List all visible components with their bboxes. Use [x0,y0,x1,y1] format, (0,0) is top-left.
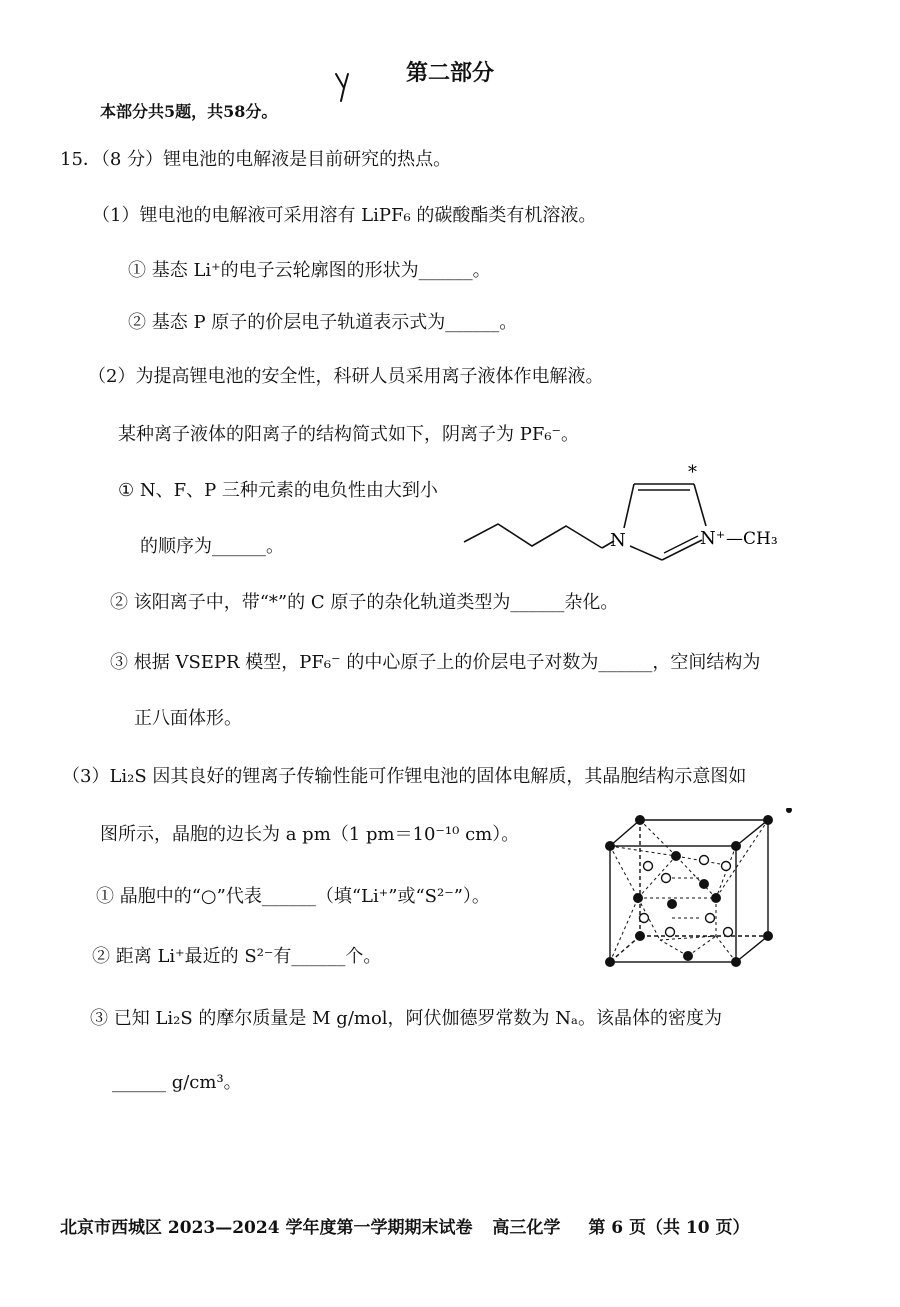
footer-subject: 高三化学 [492,1218,561,1238]
nitrogen-label: N [610,530,626,551]
hollow-atom [644,862,653,871]
filled-atom [671,851,681,861]
hollow-atom [666,928,675,937]
filled-atom [731,841,741,851]
filled-atom [683,951,693,961]
hollow-atom [724,928,733,937]
part-2-desc: 某种离子液体的阳离子的结构简式如下，阴离子为 PF₆⁻。 [118,424,580,445]
part-1-sub-1: ① 基态 Li⁺的电子云轮廓图的形状为______。 [128,260,491,281]
methyl-label: —CH₃ [726,529,778,549]
footer-page-number: 第 6 页（共 10 页） [588,1218,750,1238]
filled-atom [605,841,615,851]
part-3-stem: （3）Li₂S 因其良好的锂离子传输性能可作锂电池的固体电解质，其晶胞结构示意图如 [62,766,747,787]
hollow-atom [640,914,649,923]
part-3-stem-2: 图所示，晶胞的边长为 a pm（1 pm＝10⁻¹⁰ cm）。 [100,824,520,845]
part-3-sub-1: ① 晶胞中的“○”代表______（填“Li⁺”或“S²⁻”）。 [96,886,490,907]
filled-atom [699,879,709,889]
part-3-sub-3: ③ 已知 Li₂S 的摩尔质量是 M g/mol，阿伏伽德罗常数为 Nₐ。该晶体的密度为 [90,1008,722,1029]
filled-atom [731,957,741,967]
hollow-atom [722,862,731,871]
cation-structure-diagram [458,462,798,582]
crystal-cell-diagram [600,808,800,978]
page-title: 第二部分 [405,61,494,86]
filled-atom [786,808,792,813]
filled-atom [667,899,677,909]
part-2-sub-1b: 的顺序为______。 [140,536,284,557]
filled-atom [635,931,645,941]
page-footer [60,1213,763,1238]
footer-exam-title: 北京市西城区 2023—2024 学年度第一学期期末试卷 [60,1218,473,1238]
part-2-sub-1a: ① N、F、P 三种元素的电负性由大到小 [118,480,438,501]
nitrogen-cation-label: N⁺ [700,528,726,549]
filled-atom [605,957,615,967]
question-15-stem: 15．（8 分）锂电池的电解液是目前研究的热点。 [60,149,452,170]
star-marker: * [688,462,697,483]
filled-atom [635,815,645,825]
part-2-sub-3a: ③ 根据 VSEPR 模型，PF₆⁻ 的中心原子上的价层电子对数为______，空间结构为 [110,652,761,673]
part-1-stem: （1）锂电池的电解液可采用溶有 LiPF₆ 的碳酸酯类有机溶液。 [92,205,597,226]
handwritten-mark [330,70,360,104]
filled-atom [711,893,721,903]
part-3-sub-2: ② 距离 Li⁺最近的 S²⁻有______个。 [92,946,382,967]
filled-atom [763,931,773,941]
hollow-atom [700,856,709,865]
part-3-sub-3b: ______ g/cm³。 [112,1072,242,1093]
filled-atom [763,815,773,825]
part-1-sub-2: ② 基态 P 原子的价层电子轨道表示式为______。 [128,312,518,333]
hollow-atom [662,874,671,883]
hollow-atom [706,914,715,923]
part-2-stem: （2）为提高锂电池的安全性，科研人员采用离子液体作电解液。 [88,366,604,387]
part-2-sub-2: ② 该阳离子中，带“*”的 C 原子的杂化轨道类型为______杂化。 [110,592,619,613]
butyl-chain [464,524,602,548]
part-2-sub-3b: 正八面体形。 [134,708,242,729]
filled-atom [633,893,643,903]
section-intro: 本部分共5题，共58分。 [100,102,278,121]
